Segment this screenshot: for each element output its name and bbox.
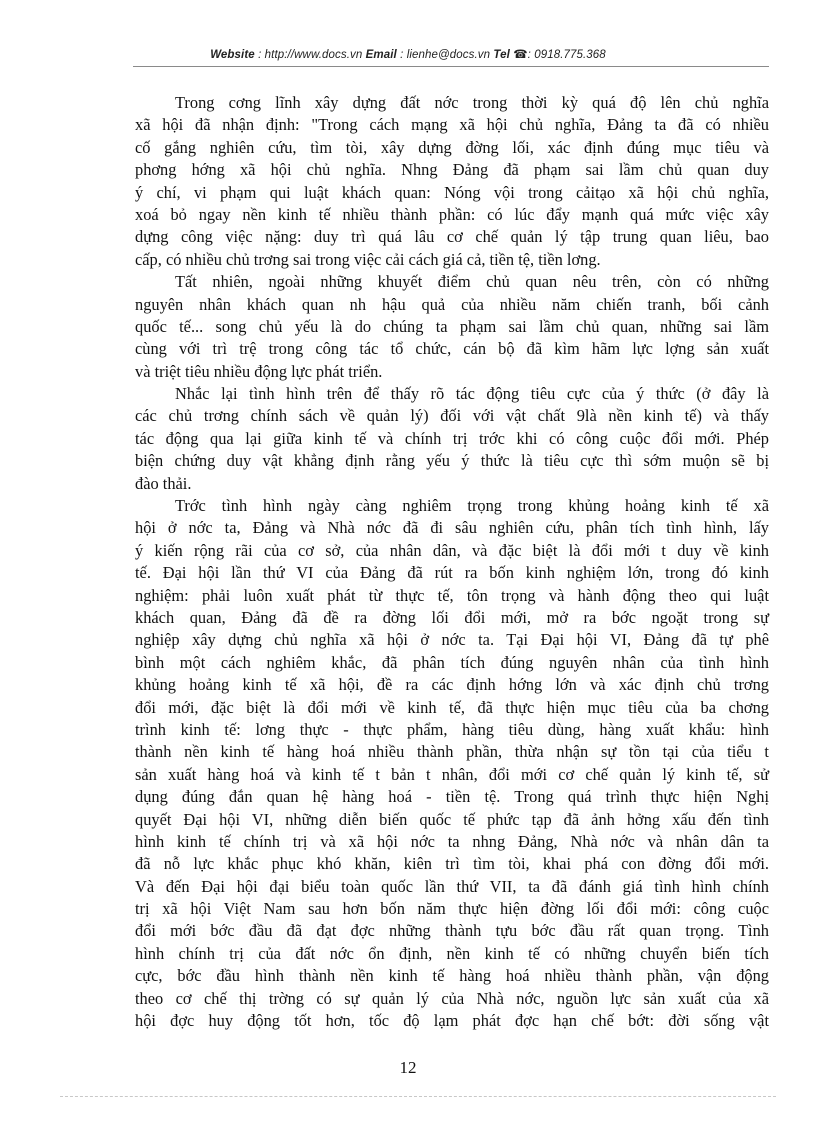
text-line: khách quan, Đảng đã đề ra đờng lối đổi mới, mở ra bớc ngoặt trong sự <box>135 607 769 627</box>
text-line: đổi mới, đặc biệt là đổi mới về kinh tế, đã thực hiện mục tiêu của ba chơng <box>135 697 769 717</box>
text-line: tế. Đại hội lần thứ VI của Đảng đã rút ra bốn kinh nghiệm lớn, trong đó kinh <box>135 563 769 583</box>
email-label: Email <box>365 49 397 61</box>
text-line: đã nỗ lực khắc phục khó khăn, kiên trì tìm tòi, khai phá con đờng đổi mới. <box>135 854 769 874</box>
text-line: trị xã hội Việt Nam sau hơn bốn năm thực hiện đờng lối đổi mới: công cuộc <box>135 899 769 919</box>
text-line: ý kiến rộng rãi của cơ sở, của nhân dân, và đặc biệt là đổi mới t duy về kinh <box>135 540 769 560</box>
text-line: hội đợc huy động tốt hơn, tốc độ lạm phát đợc hạn chế bớt: đời sống vật <box>135 1011 769 1031</box>
page-header <box>0 47 816 61</box>
text-line: Nhắc lại tình hình trên để thấy rõ tác động tiêu cực của ý thức (ở đây là <box>175 384 769 404</box>
text-line: cực, bớc đầu hình thành nền kinh tế hàng hoá nhiều thành phần, vận động <box>135 966 769 986</box>
text-line: nguyên nhân khách quan nh hậu quả của nhiều năm chiến tranh, bối cảnh <box>135 294 769 314</box>
text-line: tác động qua lại giữa kinh tế và chính trị trớc khi có công cuộc đổi mới. Phép <box>135 428 769 448</box>
tel-label: Tel <box>493 49 510 61</box>
text-line: Tất nhiên, ngoài những khuyết điểm chủ quan nêu trên, còn có những <box>175 272 769 292</box>
text-line: nghiệm: phải luôn xuất phát từ thực tế, tôn trọng và hành động theo qui luật <box>135 585 769 605</box>
text-line: cùng với trì trệ trong công tác tổ chức, cán bộ đã kìm hãm lực lợng sản xuất <box>135 339 769 359</box>
text-line: ý chí, vi phạm qui luật khách quan: Nóng vội trong cảitạo xã hội chủ nghĩa, <box>135 182 769 202</box>
text-line: sản xuất hàng hoá và kinh tế t bản t nhân, đổi mới cơ chế quản lý kinh tế, sử <box>135 764 769 784</box>
text-line: phơng hớng xã hội chủ nghĩa. Nhng Đảng đã phạm sai lầm chủ quan duy <box>135 160 769 180</box>
website-label: Website <box>210 49 255 61</box>
text-line: đổi mới bớc đầu đã đạt đợc những thành tựu bớc đầu rất quan trọng. Tình <box>135 921 769 941</box>
text-line: dựng công việc nặng: duy trì quá lâu cơ chế quản lý tập trung quan liêu, bao <box>135 227 769 247</box>
text-line: thành nền kinh tế hàng hoá nhiều thành phần, thừa nhận sự tồn tại của tiểu t <box>135 742 769 762</box>
text-line: các chủ trơng chính sách về quản lý) đối với vật chất 9là nền kinh tế) và thấy <box>135 406 769 426</box>
email-value: : lienhe@docs.vn <box>396 49 494 61</box>
text-line: xã hội đã nhận định: "Trong cách mạng xã hội chủ nghĩa, Đảng ta đã có nhiều <box>135 115 769 135</box>
text-line: xoá bỏ ngay nền kinh tế nhiều thành phần: có lúc đẩy mạnh quá mức việc xây <box>135 204 769 224</box>
text-line: đào thải. <box>135 473 192 493</box>
text-line: dụng đúng đắn quan hệ hàng hoá - tiền tệ. Trong quá trình thực hiện Nghị <box>135 787 769 807</box>
text-line: nghiệp xây dựng chủ nghĩa xã hội ở nớc ta. Tại Đại hội VI, Đảng đã tự phê <box>135 630 769 650</box>
text-line: theo cơ chế thị trờng có sự quản lý của Nhà nớc, nguồn lực sản xuất của xã <box>135 988 769 1008</box>
text-line: Và đến Đại hội đại biểu toàn quốc lần thứ VII, ta đã đánh giá tình hình chính <box>135 876 769 896</box>
phone-icon: ☎ <box>513 49 528 61</box>
body-text <box>135 92 769 1032</box>
text-line: Trong cơng lĩnh xây dựng đất nớc trong thời kỳ quá độ lên chủ nghĩa <box>175 93 769 112</box>
tel-value: : 0918.775.368 <box>527 49 606 61</box>
page-number: 12 <box>399 1058 417 1077</box>
text-line: hình chính trị của đất nớc ổn định, nền kinh tế có những chuyển biến tích <box>135 943 769 963</box>
text-line: bình một cách nghiêm khắc, đã phân tích đúng nguyên nhân của tình hình <box>135 652 769 672</box>
text-line: cấp, có nhiều chủ trơng sai trong việc cải cách giá cả, tiền tệ, tiền lơng. <box>135 249 601 269</box>
header-divider <box>133 66 769 67</box>
text-line: quyết Đại hội VI, những diễn biến quốc tế phức tạp đã ảnh hởng xấu đến tình <box>135 809 769 829</box>
text-line: cố gắng nghiên cứu, tìm tòi, xây dựng đờng lối, xác định đúng mục tiêu và <box>135 137 769 157</box>
text-line: khủng hoảng kinh tế xã hội, đề ra các định hớng lớn và xác định chủ trơng <box>135 675 769 695</box>
text-line: biện chứng duy vật khẳng định rằng yếu ý thức là tiêu cực thì sớm muộn sẽ bị <box>135 451 769 471</box>
website-value: : http://www.docs.vn <box>254 49 366 61</box>
text-line: Trớc tình hình ngày càng nghiêm trọng trong khủng hoảng kinh tế xã <box>175 496 769 516</box>
text-line: và triệt tiêu nhiều động lực phát triển. <box>135 361 383 381</box>
text-line: quốc tế... song chủ yếu là do chúng ta phạm sai lầm chủ quan, những sai lầm <box>135 316 769 336</box>
text-line: hình kinh tế chính trị và xã hội nớc ta nhng Đảng, Nhà nớc và nhân dân ta <box>135 831 769 851</box>
text-line: trình kinh tế: lơng thực - thực phẩm, hàng tiêu dùng, hàng xuất khẩu: hình <box>135 719 769 739</box>
text-line: hội ở nớc ta, Đảng và Nhà nớc đã đi sâu nghiên cứu, phân tích tình hình, lấy <box>135 518 769 538</box>
page-bottom-border <box>60 1096 776 1097</box>
